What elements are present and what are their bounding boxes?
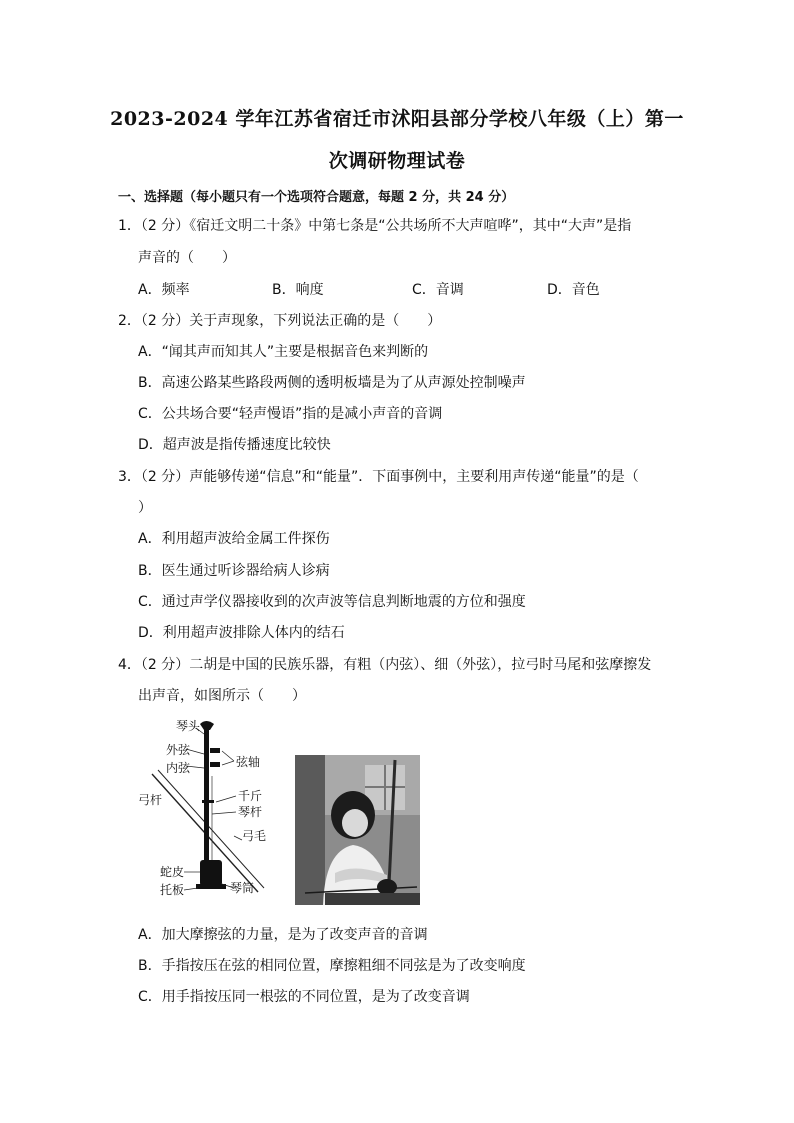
qianjin-knot — [202, 800, 214, 803]
label-shepi: 蛇皮 — [160, 865, 185, 879]
q4-option-c: C．用手指按压同一根弦的不同位置，是为了改变音调 — [138, 989, 470, 1005]
q3-option-a: A．利用超声波给金属工件探伤 — [138, 531, 330, 547]
question-1-text-cont: 声音的（ ） — [138, 250, 236, 266]
q3-option-c: C．通过声学仪器接收到的次声波等信息判断地震的方位和强度 — [138, 594, 526, 610]
label-qingan: 琴杆 — [238, 805, 263, 819]
question-4-text: 4．（2 分）二胡是中国的民族乐器，有粗（内弦）、细（外弦），拉弓时马尾和弦摩擦发 — [118, 657, 652, 673]
erhu-base — [196, 884, 226, 889]
question-4-text-cont: 出声音，如图所示（ ） — [138, 688, 306, 704]
q2-option-a: A．“闻其声而知其人”主要是根据音色来判断的 — [138, 344, 429, 360]
section-heading: 一、选择题（每小题只有一个选项符合题意，每题 2 分，共 24 分） — [118, 190, 515, 205]
peg-lower — [210, 762, 220, 767]
label-qintou: 琴头 — [176, 719, 201, 733]
q1-option-c: C．音调 — [412, 282, 464, 298]
q3-option-b: B．医生通过听诊器给病人诊病 — [138, 563, 330, 579]
q4-option-a: A．加大摩擦弦的力量，是为了改变声音的音调 — [138, 927, 428, 943]
q2-option-b: B．高速公路某些路段两侧的透明板墙是为了从声源处控制噪声 — [138, 375, 526, 391]
label-gonggan: 弓杆 — [138, 793, 163, 807]
q3-option-d: D．利用超声波排除人体内的结石 — [138, 625, 345, 641]
erhu-player-photo — [295, 755, 420, 905]
label-xianzhou: 弦轴 — [236, 755, 261, 769]
exam-title-line1: 2023-2024 学年江苏省宿迁市沭阳县部分学校八年级（上）第一 — [110, 108, 684, 130]
q1-option-b: B．响度 — [272, 282, 324, 298]
q1-option-a: A．频率 — [138, 282, 190, 298]
label-qintong: 琴筒 — [230, 881, 255, 895]
exam-title-line2: 次调研物理试卷 — [328, 150, 466, 172]
question-3-text-cont: ） — [138, 500, 152, 516]
question-1-text: 1．（2 分）《宿迁文明二十条》中第七条是“公共场所不大声喧哗”，其中“大声”是指 — [118, 218, 632, 234]
label-gongmao: 弓毛 — [242, 829, 267, 843]
peg-upper — [210, 748, 220, 753]
question-2-text: 2．（2 分）关于声现象，下列说法正确的是（ ） — [118, 313, 442, 329]
erhu-scroll — [200, 721, 214, 730]
question-3-text: 3．（2 分）声能够传递“信息”和“能量”．下面事例中，主要利用声传递“能量”的是（ — [118, 469, 639, 485]
erhu-body — [200, 860, 222, 886]
q2-option-d: D．超声波是指传播速度比较快 — [138, 437, 331, 453]
label-waixian: 外弦 — [166, 743, 191, 757]
label-neixian: 内弦 — [166, 761, 191, 775]
label-qianjin: 千斤 — [238, 789, 263, 803]
label-tuoban: 托板 — [160, 883, 185, 897]
q1-option-d: D．音色 — [547, 282, 600, 298]
q4-option-b: B．手指按压在弦的相同位置，摩擦粗细不同弦是为了改变响度 — [138, 958, 526, 974]
q2-option-c: C．公共场合要“轻声慢语”指的是减小声音的音调 — [138, 406, 443, 422]
